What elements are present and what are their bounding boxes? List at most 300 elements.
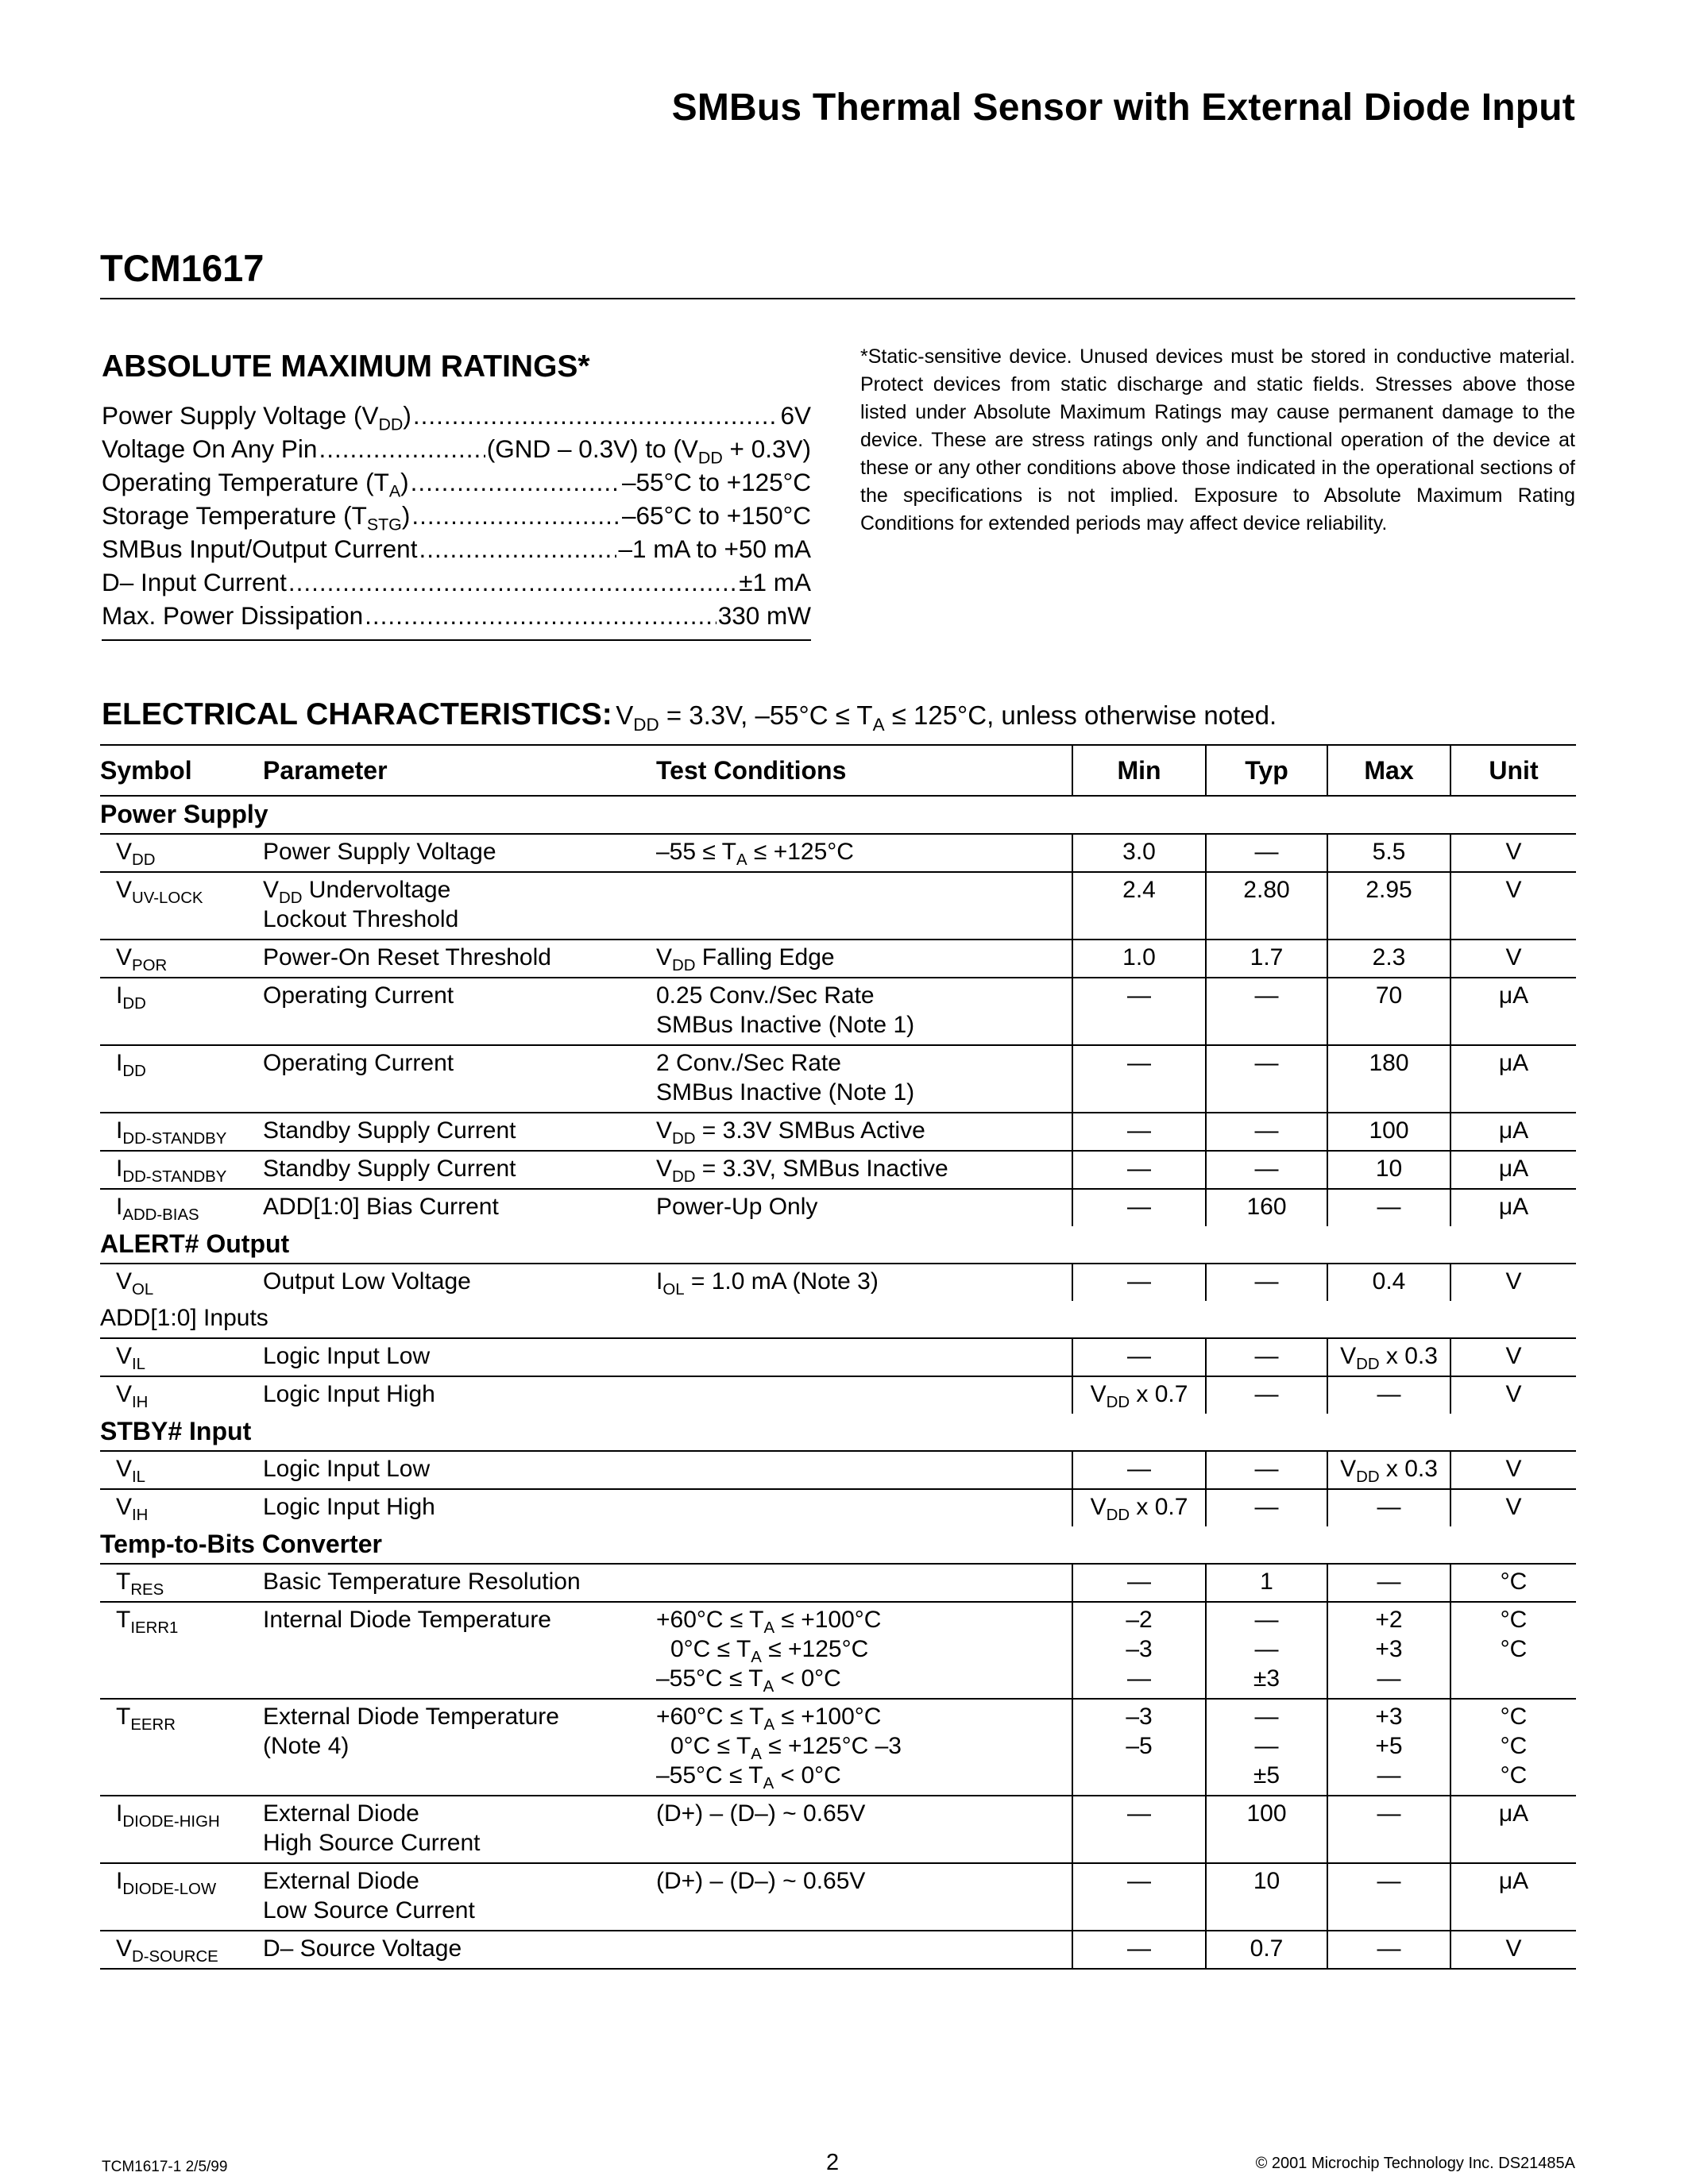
max-cell-line: +5	[1375, 1733, 1403, 1759]
min-cell-line: —	[1127, 1456, 1151, 1482]
parameter-cell	[263, 1376, 656, 1414]
typ-cell	[1206, 1796, 1327, 1863]
section-row	[100, 1414, 1576, 1451]
max-cell-line: $V_{DD}$ x 0.3	[1340, 1343, 1438, 1374]
rating-label: Max. Power Dissipation	[102, 601, 364, 630]
electrical-characteristics-conditions: $V_{DD} = 3.3V$, $-55^\circ C \le T_A \le 125^\circ C$, unless otherwise noted.	[616, 700, 1277, 735]
unit-cell-line: μA	[1498, 1800, 1529, 1827]
unit-cell-line: V	[1505, 944, 1522, 970]
max-cell-line: —	[1377, 1665, 1401, 1692]
table-row	[100, 872, 1576, 940]
min-cell-line: —	[1127, 1194, 1151, 1220]
section-row	[100, 1226, 1576, 1264]
typ-cell	[1206, 1451, 1327, 1489]
section-title: Temp-to-Bits Converter	[100, 1530, 382, 1558]
max-cell-line: 2.3	[1372, 944, 1406, 970]
parameter-cell-line: (Note 4)	[263, 1733, 350, 1759]
typ-cell	[1206, 1489, 1327, 1526]
min-cell-line: –3	[1126, 1636, 1153, 1662]
parameter-cell	[263, 1931, 656, 1969]
section-title: STBY# Input	[100, 1417, 252, 1445]
max-cell-line: 100	[1369, 1117, 1409, 1144]
max-cell	[1327, 1451, 1450, 1489]
test-conditions-cell	[656, 978, 1072, 1045]
test-conditions-cell	[656, 940, 1072, 978]
min-cell-line: —	[1127, 1156, 1151, 1182]
min-cell	[1072, 1451, 1206, 1489]
parameter-cell-line: Standby Supply Current	[263, 1117, 516, 1144]
part-number-title: TCM1617	[100, 247, 265, 289]
parameter-cell	[263, 834, 656, 872]
max-cell	[1327, 1602, 1450, 1699]
min-cell-line: —	[1127, 1268, 1151, 1295]
typ-cell-line: —	[1254, 1636, 1279, 1662]
section-row	[100, 796, 1576, 834]
typ-cell	[1206, 1113, 1327, 1151]
absolute-max-ratings-heading: ABSOLUTE MAXIMUM RATINGS*	[102, 349, 590, 384]
typ-cell-line: —	[1254, 1343, 1279, 1369]
unit-cell-line: V	[1505, 1343, 1522, 1369]
unit-cell	[1450, 1699, 1576, 1796]
min-cell-line: –5	[1126, 1733, 1153, 1759]
max-cell	[1327, 872, 1450, 940]
symbol-cell: $V_{IL}$	[100, 1338, 263, 1376]
rating-value: –55°C to +125°C	[622, 468, 811, 496]
typ-cell	[1206, 1931, 1327, 1969]
table-row	[100, 1113, 1576, 1151]
test-conditions-cell-line: $-55^\circ C \le T_A < 0^\circ C$	[656, 1665, 841, 1696]
unit-cell-line: V	[1505, 1935, 1522, 1962]
symbol-cell: $I_{DD}$	[100, 978, 263, 1045]
typ-cell-line: 100	[1246, 1800, 1287, 1827]
max-cell-line: —	[1377, 1935, 1401, 1962]
parameter-cell	[263, 1796, 656, 1863]
parameter-cell	[263, 1451, 656, 1489]
table-row	[100, 1564, 1576, 1602]
parameter-cell-line: Standby Supply Current	[263, 1156, 516, 1182]
rating-row	[102, 534, 811, 568]
test-conditions-cell	[656, 834, 1072, 872]
max-cell-line: 2.95	[1365, 877, 1412, 903]
max-cell-line: $V_{DD}$ x 0.3	[1340, 1456, 1438, 1487]
unit-cell	[1450, 834, 1576, 872]
parameter-cell-line: External Diode	[263, 1800, 419, 1827]
unit-cell	[1450, 978, 1576, 1045]
test-conditions-cell-line: (D+) – (D–) ~ 0.65V	[656, 1868, 866, 1894]
typ-cell	[1206, 1699, 1327, 1796]
max-cell-line: 0.4	[1372, 1268, 1406, 1295]
symbol-cell: $V_{IH}$	[100, 1489, 263, 1526]
test-conditions-cell-line: Power-Up Only	[656, 1194, 818, 1220]
table-body	[100, 796, 1576, 1969]
unit-cell-line: °C	[1500, 1704, 1528, 1730]
parameter-cell-line: External Diode	[263, 1868, 419, 1894]
column-header: Typ	[1206, 745, 1327, 796]
table-row	[100, 1045, 1576, 1113]
parameter-cell	[263, 978, 656, 1045]
table-row	[100, 1931, 1576, 1969]
test-conditions-cell-line: $V_{DD} = 3.3V$, SMBus Inactive	[656, 1156, 948, 1187]
typ-cell-line: 0.7	[1250, 1935, 1284, 1962]
symbol-cell: $I_{DIODE-HIGH}$	[100, 1796, 263, 1863]
typ-cell-line: —	[1254, 1494, 1279, 1520]
typ-cell	[1206, 1863, 1327, 1931]
rating-label: Voltage On Any Pin	[102, 434, 318, 463]
leader-dots	[419, 534, 616, 564]
column-header: Max	[1327, 745, 1450, 796]
typ-cell	[1206, 1189, 1327, 1226]
parameter-cell-line: D– Source Voltage	[263, 1935, 462, 1962]
leader-dots	[365, 601, 717, 631]
unit-cell	[1450, 1451, 1576, 1489]
parameter-cell-line: Low Source Current	[263, 1897, 475, 1924]
table-row	[100, 1338, 1576, 1376]
unit-cell	[1450, 1045, 1576, 1113]
table-row	[100, 1699, 1576, 1796]
table-row	[100, 1451, 1576, 1489]
parameter-cell	[263, 1699, 656, 1796]
column-header: Symbol	[100, 745, 263, 796]
unit-cell	[1450, 940, 1576, 978]
parameter-cell-line: Power-On Reset Threshold	[263, 944, 551, 970]
min-cell	[1072, 1151, 1206, 1189]
symbol-cell: $I_{DD}$	[100, 1045, 263, 1113]
table-header-row	[100, 745, 1576, 796]
rating-value: 6V	[780, 401, 811, 430]
symbol-cell: $T_{RES}$	[100, 1564, 263, 1602]
min-cell	[1072, 1796, 1206, 1863]
footer-copyright: © 2001 Microchip Technology Inc. DS21485A	[1255, 2155, 1575, 2172]
typ-cell-line: 10	[1253, 1868, 1280, 1894]
typ-cell-line: 1.7	[1250, 944, 1284, 970]
table-row	[100, 978, 1576, 1045]
test-conditions-cell	[656, 1189, 1072, 1226]
table-row	[100, 1602, 1576, 1699]
unit-cell-line: μA	[1498, 1050, 1529, 1076]
unit-cell-line: μA	[1498, 1117, 1529, 1144]
max-cell	[1327, 1931, 1450, 1969]
max-cell	[1327, 1796, 1450, 1863]
min-cell	[1072, 978, 1206, 1045]
min-cell-line: $V_{DD}$ x 0.7	[1090, 1381, 1188, 1412]
test-conditions-cell	[656, 1451, 1072, 1489]
rating-label: SMBus Input/Output Current	[102, 534, 418, 563]
test-conditions-cell	[656, 1264, 1072, 1301]
parameter-cell-line: Logic Input High	[263, 1381, 435, 1407]
typ-cell-line: —	[1254, 1117, 1279, 1144]
parameter-cell	[263, 1863, 656, 1931]
parameter-cell-line: Power Supply Voltage	[263, 839, 496, 865]
max-cell-line: +2	[1375, 1607, 1403, 1633]
rating-row	[102, 568, 811, 601]
section-row	[100, 1526, 1576, 1564]
table-row	[100, 834, 1576, 872]
min-cell-line: –2	[1126, 1607, 1153, 1633]
test-conditions-cell-line: $-55 \le T_A \le +125^\circ C$	[656, 839, 854, 870]
parameter-cell-line: Logic Input High	[263, 1494, 435, 1520]
static-sensitive-note: *Static-sensitive device. Unused devices must be stored in conductive material. Protect devices from static discharge and static fields. Stresses above those listed under Absolute Maximum Ratings may cause permanent damage to the device. These are stress ratings only and functional operation of the device at these or any other conditions above those indicated in the operational sections of the specifications is not implied. Exposure to Absolute Maximum Rating Conditions for extended periods may affect device reliability.	[860, 345, 1575, 534]
rating-label: Operating Temperature $(T_A)$	[102, 468, 409, 501]
rating-row	[102, 468, 811, 501]
unit-cell	[1450, 1151, 1576, 1189]
test-conditions-cell	[656, 1045, 1072, 1113]
unit-cell	[1450, 1602, 1576, 1699]
parameter-cell-line: Operating Current	[263, 982, 454, 1009]
typ-cell-line: —	[1254, 839, 1279, 865]
parameter-cell-line: Operating Current	[263, 1050, 454, 1076]
typ-cell	[1206, 978, 1327, 1045]
test-conditions-cell-line: $0^\circ C \le T_A \le +125^\circ C$	[670, 1636, 869, 1667]
typ-cell-line: —	[1254, 1156, 1279, 1182]
min-cell	[1072, 1113, 1206, 1151]
min-cell	[1072, 940, 1206, 978]
typ-cell	[1206, 1045, 1327, 1113]
test-conditions-cell	[656, 1338, 1072, 1376]
typ-cell	[1206, 1338, 1327, 1376]
table-row	[100, 940, 1576, 978]
unit-cell-line: V	[1505, 1494, 1522, 1520]
unit-cell	[1450, 872, 1576, 940]
test-conditions-cell	[656, 1863, 1072, 1931]
min-cell-line: —	[1127, 1050, 1151, 1076]
rating-row	[102, 601, 811, 635]
max-cell-line: +3	[1375, 1636, 1403, 1662]
test-conditions-cell	[656, 1151, 1072, 1189]
table-row	[100, 1489, 1576, 1526]
min-cell-line: —	[1127, 1800, 1151, 1827]
table-row	[100, 1863, 1576, 1931]
symbol-cell: $V_{OL}$	[100, 1264, 263, 1301]
typ-cell-line: ±3	[1253, 1665, 1280, 1692]
typ-cell	[1206, 1564, 1327, 1602]
rating-row	[102, 401, 811, 434]
electrical-characteristics-table	[100, 744, 1576, 1970]
min-cell-line: —	[1127, 1343, 1151, 1369]
min-cell	[1072, 1699, 1206, 1796]
parameter-cell	[263, 1189, 656, 1226]
parameter-cell-line: External Diode Temperature	[263, 1704, 559, 1730]
parameter-cell-line: Output Low Voltage	[263, 1268, 471, 1295]
parameter-cell	[263, 1045, 656, 1113]
test-conditions-cell-line: 0.25 Conv./Sec Rate	[656, 982, 875, 1009]
unit-cell	[1450, 1931, 1576, 1969]
symbol-cell: $I_{DD-STANDBY}$	[100, 1113, 263, 1151]
max-cell	[1327, 1113, 1450, 1151]
min-cell-line: 1.0	[1122, 944, 1156, 970]
test-conditions-cell-line: $-55^\circ C \le T_A < 0^\circ C$	[656, 1762, 841, 1793]
typ-cell-line: 160	[1246, 1194, 1287, 1220]
min-cell	[1072, 834, 1206, 872]
min-cell-line: 2.4	[1122, 877, 1156, 903]
parameter-cell	[263, 1338, 656, 1376]
max-cell	[1327, 1564, 1450, 1602]
test-conditions-cell-line: $I_{OL} = 1.0$ mA (Note 3)	[656, 1268, 879, 1299]
unit-cell-line: °C	[1500, 1733, 1528, 1759]
rating-value: ±1 mA	[739, 568, 811, 596]
table-row	[100, 1796, 1576, 1863]
max-cell-line: —	[1377, 1381, 1401, 1407]
min-cell	[1072, 1045, 1206, 1113]
symbol-cell: $V_{D-SOURCE}$	[100, 1931, 263, 1969]
min-cell-line: —	[1127, 1868, 1151, 1894]
section-title: ADD[1:0] Inputs	[100, 1305, 268, 1331]
max-cell-line: +3	[1375, 1704, 1403, 1730]
min-cell-line: —	[1127, 1569, 1151, 1595]
electrical-characteristics-title: ELECTRICAL CHARACTERISTICS:	[102, 697, 612, 731]
unit-cell	[1450, 1796, 1576, 1863]
min-cell-line: 3.0	[1122, 839, 1156, 865]
max-cell-line: —	[1377, 1868, 1401, 1894]
unit-cell-line: V	[1505, 1381, 1522, 1407]
typ-cell-line: ±5	[1253, 1762, 1280, 1788]
max-cell-line: —	[1377, 1494, 1401, 1520]
test-conditions-cell-line: (D+) – (D–) ~ 0.65V	[656, 1800, 866, 1827]
column-header: Parameter	[263, 745, 656, 796]
leader-dots	[319, 434, 485, 464]
parameter-cell-line: Logic Input Low	[263, 1343, 431, 1369]
parameter-cell-line: Logic Input Low	[263, 1456, 431, 1482]
typ-cell-line: 1	[1260, 1569, 1273, 1595]
typ-cell	[1206, 940, 1327, 978]
max-cell-line: —	[1377, 1800, 1401, 1827]
typ-cell-line: —	[1254, 1268, 1279, 1295]
test-conditions-cell-line: $V_{DD} = 3.3V$ SMBus Active	[656, 1117, 925, 1148]
min-cell	[1072, 1564, 1206, 1602]
test-conditions-cell	[656, 872, 1072, 940]
rating-value: 330 mW	[717, 601, 811, 630]
max-cell-line: —	[1377, 1569, 1401, 1595]
typ-cell-line: —	[1254, 1607, 1279, 1633]
min-cell	[1072, 872, 1206, 940]
parameter-cell	[263, 1264, 656, 1301]
unit-cell	[1450, 1264, 1576, 1301]
typ-cell	[1206, 872, 1327, 940]
absolute-max-ratings-divider	[102, 639, 811, 641]
max-cell	[1327, 1489, 1450, 1526]
symbol-cell: $V_{DD}$	[100, 834, 263, 872]
parameter-cell	[263, 1602, 656, 1699]
unit-cell	[1450, 1489, 1576, 1526]
min-cell-line: —	[1127, 1117, 1151, 1144]
section-title: Power Supply	[100, 800, 268, 828]
test-conditions-cell-line: $V_{DD}$ Falling Edge	[656, 944, 835, 975]
section-title: ALERT# Output	[100, 1229, 290, 1258]
leader-dots	[288, 568, 737, 597]
typ-cell	[1206, 1264, 1327, 1301]
column-header: Unit	[1450, 745, 1576, 796]
document-header-title: SMBus Thermal Sensor with External Diode Input	[671, 87, 1575, 129]
max-cell	[1327, 1863, 1450, 1931]
min-cell	[1072, 1376, 1206, 1414]
unit-cell-line: °C	[1500, 1569, 1528, 1595]
rating-value: (GND – 0.3V) to $(V_{DD} + 0.3V)$	[486, 434, 811, 468]
typ-cell	[1206, 1151, 1327, 1189]
rating-row	[102, 434, 811, 468]
test-conditions-cell-line: $0^\circ C \le T_A \le +125^\circ C$ –3	[670, 1733, 902, 1764]
rating-row	[102, 501, 811, 534]
typ-cell-line: 2.80	[1243, 877, 1290, 903]
unit-cell-line: °C	[1500, 1636, 1528, 1662]
unit-cell-line: μA	[1498, 982, 1529, 1009]
symbol-cell: $T_{EERR}$	[100, 1699, 263, 1796]
max-cell-line: 70	[1375, 982, 1403, 1009]
symbol-cell: $I_{DIODE-LOW}$	[100, 1863, 263, 1931]
max-cell-line: 180	[1369, 1050, 1409, 1076]
min-cell-line: $V_{DD}$ x 0.7	[1090, 1494, 1188, 1525]
unit-cell	[1450, 1113, 1576, 1151]
rating-label: D– Input Current	[102, 568, 287, 596]
typ-cell	[1206, 1376, 1327, 1414]
max-cell	[1327, 1338, 1450, 1376]
header-divider	[100, 298, 1575, 299]
parameter-cell	[263, 1113, 656, 1151]
test-conditions-cell-line: $+60^\circ C \le T_A \le +100^\circ C$	[656, 1607, 882, 1638]
typ-cell	[1206, 1602, 1327, 1699]
min-cell-line: —	[1127, 1935, 1151, 1962]
parameter-cell-line: High Source Current	[263, 1830, 481, 1856]
test-conditions-cell-line: $+60^\circ C \le T_A \le +100^\circ C$	[656, 1704, 882, 1734]
test-conditions-cell	[656, 1931, 1072, 1969]
unit-cell-line: μA	[1498, 1156, 1529, 1182]
test-conditions-cell-line: 2 Conv./Sec Rate	[656, 1050, 841, 1076]
leader-dots	[411, 468, 620, 497]
unit-cell-line: μA	[1498, 1194, 1529, 1220]
parameter-cell	[263, 872, 656, 940]
table-row	[100, 1264, 1576, 1301]
test-conditions-cell	[656, 1489, 1072, 1526]
unit-cell-line: μA	[1498, 1868, 1529, 1894]
test-conditions-cell	[656, 1699, 1072, 1796]
max-cell	[1327, 1189, 1450, 1226]
test-conditions-cell	[656, 1602, 1072, 1699]
unit-cell	[1450, 1189, 1576, 1226]
min-cell-line: —	[1127, 1665, 1151, 1692]
parameter-cell	[263, 1489, 656, 1526]
unit-cell-line: V	[1505, 877, 1522, 903]
parameter-cell-line: Basic Temperature Resolution	[263, 1569, 581, 1595]
table-row	[100, 1151, 1576, 1189]
column-header: Min	[1072, 745, 1206, 796]
test-conditions-cell-line: SMBus Inactive (Note 1)	[656, 1079, 915, 1106]
unit-cell-line: °C	[1500, 1607, 1528, 1633]
symbol-cell: $V_{UV-LOCK}$	[100, 872, 263, 940]
parameter-cell-line: Lockout Threshold	[263, 906, 459, 932]
unit-cell	[1450, 1338, 1576, 1376]
symbol-cell: $I_{ADD-BIAS}$	[100, 1189, 263, 1226]
max-cell	[1327, 940, 1450, 978]
typ-cell-line: —	[1254, 1733, 1279, 1759]
max-cell	[1327, 978, 1450, 1045]
rating-value: –1 mA to +50 mA	[618, 534, 811, 563]
unit-cell	[1450, 1564, 1576, 1602]
typ-cell-line: —	[1254, 1050, 1279, 1076]
parameter-cell-line: Internal Diode Temperature	[263, 1607, 551, 1633]
min-cell	[1072, 1931, 1206, 1969]
typ-cell	[1206, 834, 1327, 872]
min-cell	[1072, 1338, 1206, 1376]
test-conditions-cell-line: SMBus Inactive (Note 1)	[656, 1012, 915, 1038]
absolute-max-ratings-list	[102, 401, 811, 635]
parameter-cell	[263, 940, 656, 978]
column-header: Test Conditions	[656, 745, 1072, 796]
max-cell	[1327, 834, 1450, 872]
rating-label: Power Supply Voltage $(V_{DD})$	[102, 401, 411, 434]
footer-doc-code: TCM1617-1 2/5/99	[102, 2159, 228, 2175]
max-cell-line: —	[1377, 1194, 1401, 1220]
symbol-cell: $T_{IERR1}$	[100, 1602, 263, 1699]
symbol-cell: $V_{IL}$	[100, 1451, 263, 1489]
test-conditions-cell	[656, 1113, 1072, 1151]
